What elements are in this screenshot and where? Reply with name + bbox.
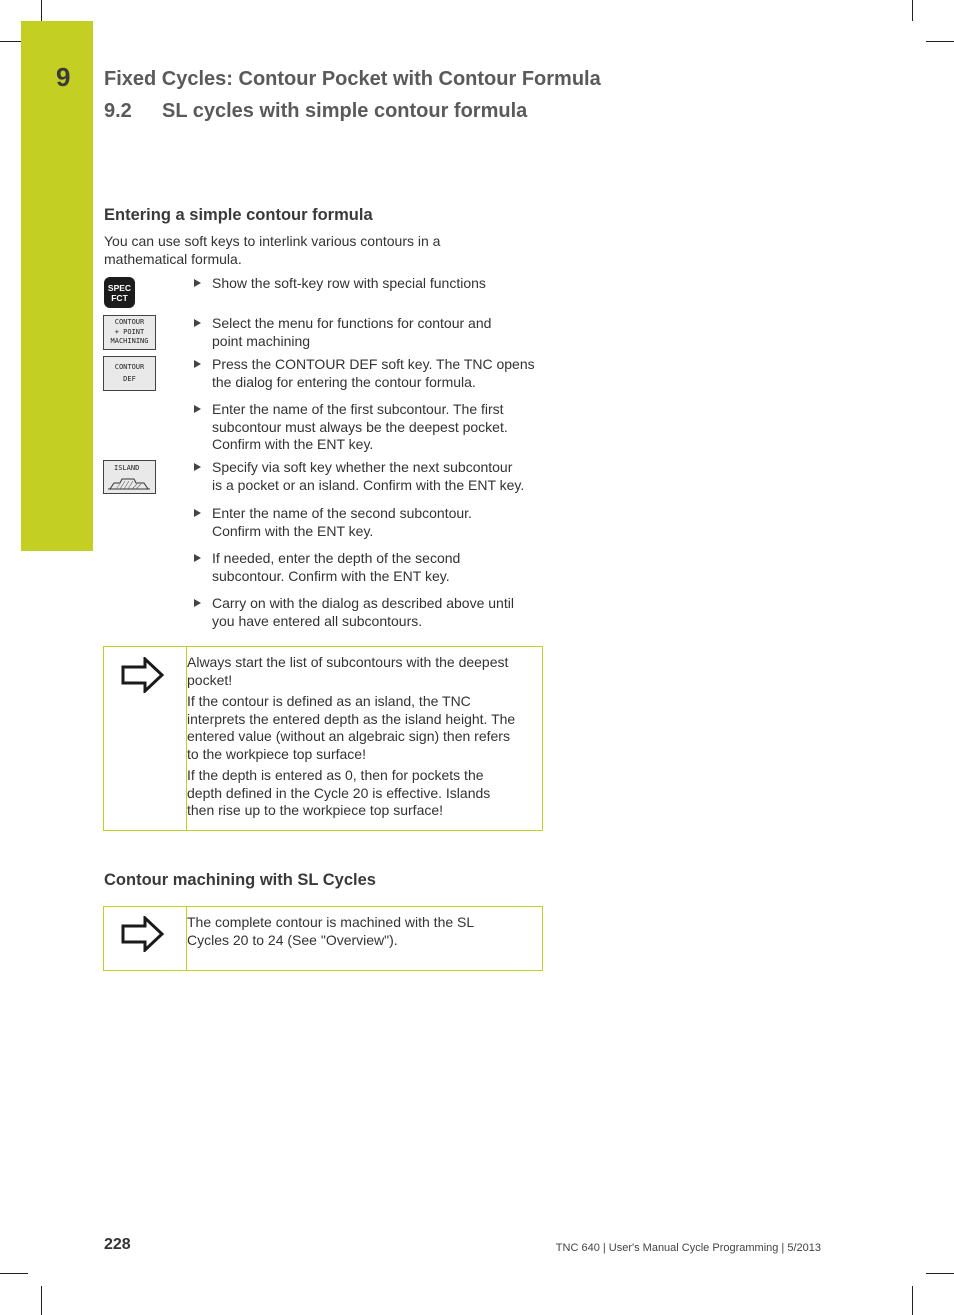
crop-mark: [41, 1286, 42, 1315]
bullet-triangle-icon: [194, 599, 201, 607]
step-line: Confirm with the ENT key.: [212, 436, 374, 452]
step-line: Select the menu for functions for contour and: [212, 315, 492, 331]
crop-mark: [926, 1273, 954, 1274]
island-icon: [104, 474, 155, 492]
key-label: SPEC: [107, 282, 132, 293]
note-body: [187, 914, 534, 953]
softkey-label: MACHINING: [110, 337, 149, 346]
step-line: you have entered all subcontours.: [212, 612, 423, 629]
step-line: Press the CONTOUR DEF soft key. The TNC opens: [212, 356, 535, 372]
bullet-triangle-icon: [194, 319, 201, 327]
contour-point-machining-softkey[interactable]: [103, 315, 156, 350]
bullet-triangle-icon: [194, 509, 201, 517]
step-item: [194, 315, 546, 350]
note-line: then rise up to the workpiece top surface!: [187, 802, 444, 818]
softkey-label: CONTOUR: [114, 318, 145, 327]
subheading-entering-formula: Entering a simple contour formula: [104, 206, 373, 224]
note-line: pocket!: [187, 671, 233, 688]
step-item: [194, 275, 546, 293]
step-line: If needed, enter the depth of the second: [212, 550, 461, 566]
softkey-label: DEF: [123, 375, 136, 383]
step-line: Confirm with the ENT key.: [212, 522, 374, 539]
step-item: [194, 505, 546, 540]
intro-paragraph: [104, 232, 440, 268]
softkey-label: + POINT: [114, 327, 145, 336]
step-line: Specify via soft key whether the next subcontour: [212, 459, 513, 475]
step-line: Enter the name of the second subcontour.: [212, 505, 472, 521]
step-item: [194, 401, 546, 454]
bullet-triangle-icon: [194, 360, 201, 368]
page-number: 228: [104, 1236, 131, 1253]
note-paragraph: [187, 914, 534, 949]
note-line: to the workpiece top surface!: [187, 745, 366, 762]
footer-text: TNC 640 | User's Manual Cycle Programming | 5/2013: [555, 1242, 821, 1254]
step-line: the dialog for entering the contour formula.: [212, 373, 476, 390]
step-item: [194, 459, 546, 494]
intro-line: mathematical formula.: [104, 251, 242, 267]
chapter-number: 9: [56, 62, 71, 92]
crop-mark: [912, 1286, 913, 1315]
step-line: point machining: [212, 332, 311, 349]
note-line: Cycles 20 to 24 (See "Overview").: [187, 931, 398, 948]
note-paragraph: [187, 767, 534, 820]
key-label: FCT: [111, 292, 128, 303]
note-line: entered value (without an algebraic sign) then refers: [187, 728, 510, 744]
step-line: subcontour. Confirm with the ENT key.: [212, 567, 450, 584]
note-line: If the depth is entered as 0, then for pockets the: [187, 767, 484, 783]
note-box: [103, 646, 543, 831]
subheading-contour-machining: Contour machining with SL Cycles: [104, 871, 376, 889]
chapter-tab-bar: [21, 21, 93, 551]
softkey-label: CONTOUR: [114, 362, 145, 371]
crop-mark: [41, 0, 42, 21]
step-line: Enter the name of the first subcontour. The first: [212, 401, 504, 417]
bullet-triangle-icon: [194, 554, 201, 562]
step-line: is a pocket or an island. Confirm with the ENT key.: [212, 476, 525, 493]
bullet-triangle-icon: [194, 463, 201, 471]
crop-mark: [0, 1273, 28, 1274]
bullet-triangle-icon: [194, 405, 201, 413]
island-softkey[interactable]: [103, 460, 156, 494]
note-line: If the contour is defined as an island, the TNC: [187, 693, 471, 709]
contour-def-softkey[interactable]: [103, 356, 156, 391]
chapter-title: Fixed Cycles: Contour Pocket with Contour Formula: [104, 68, 601, 90]
note-paragraph: [187, 693, 534, 763]
section-number: 9.2: [104, 100, 132, 122]
spec-fct-key[interactable]: [104, 277, 135, 308]
step-item: [194, 356, 546, 391]
note-arrow-icon: [121, 916, 165, 952]
step-item: [194, 595, 546, 630]
note-line: The complete contour is machined with the SL: [187, 914, 475, 930]
crop-mark: [926, 41, 954, 42]
intro-line: You can use soft keys to interlink various contours in a: [104, 233, 441, 249]
note-paragraph: [187, 654, 534, 689]
note-line: Always start the list of subcontours with the deepest: [187, 654, 509, 670]
note-body: [187, 654, 534, 824]
note-line: interprets the entered depth as the island height. The: [187, 710, 516, 727]
section-title-text: SL cycles with simple contour formula: [162, 100, 528, 122]
step-item: [194, 550, 546, 585]
softkey-label: ISLAND: [114, 464, 140, 472]
note-arrow-icon: [121, 657, 165, 693]
crop-mark: [912, 0, 913, 21]
crop-mark: [0, 41, 21, 42]
step-line: Carry on with the dialog as described above until: [212, 595, 514, 611]
note-box: [103, 906, 543, 971]
step-line: Show the soft-key row with special functions: [212, 275, 486, 291]
step-line: subcontour must always be the deepest pocket.: [212, 418, 508, 435]
section-title: [104, 100, 527, 123]
bullet-triangle-icon: [194, 279, 201, 287]
note-line: depth defined in the Cycle 20 is effective. Islands: [187, 784, 491, 801]
